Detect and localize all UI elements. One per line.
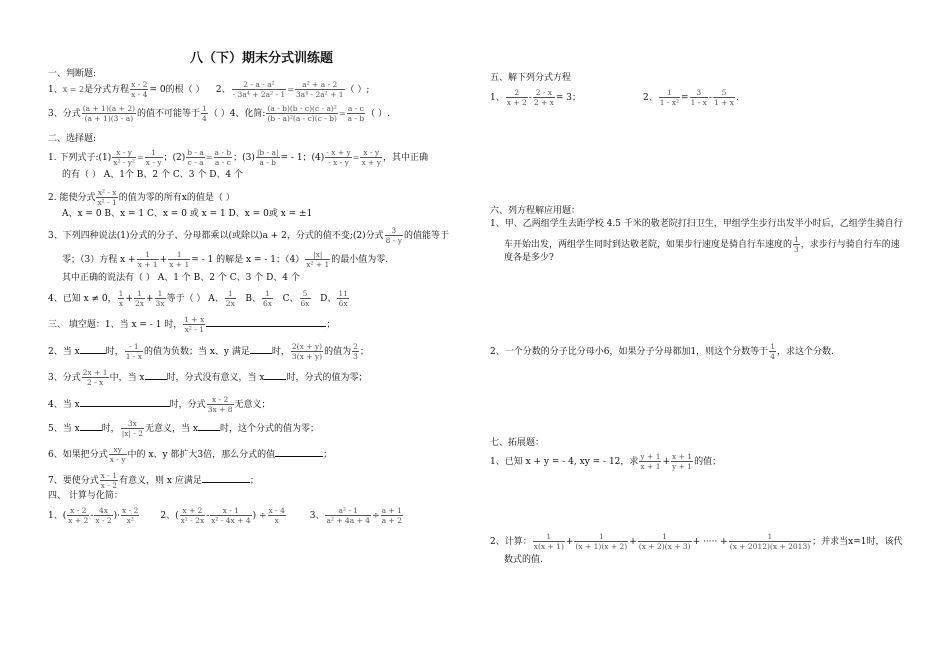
denominator: 2x: [225, 299, 235, 308]
fraction: [266, 104, 337, 123]
numerator: 1: [262, 289, 273, 299]
numerator: 1: [202, 104, 207, 113]
numerator: x + 1: [672, 452, 693, 461]
fraction: [112, 148, 136, 167]
denominator: x + 1: [640, 462, 661, 471]
denominator: x - y: [109, 455, 126, 464]
s5-q1: 1、 $\frac{2}{x + 2}$ - $\frac{2 - x}{2 + x}$ = 3；: [490, 88, 582, 107]
numerator: x - 1: [210, 506, 251, 516]
denominator: x + 1: [137, 260, 158, 269]
fraction: [729, 532, 811, 551]
answer-blank[interactable]: [250, 344, 272, 354]
numerator: 1: [533, 532, 565, 542]
numerator: x - 2: [131, 80, 148, 89]
denominator: x²: [126, 516, 134, 525]
numerator: 1: [155, 289, 166, 299]
section-4-heading: 四、 计算与化简：: [48, 491, 123, 501]
section-1-heading: 一、判断题:: [48, 69, 97, 79]
fraction: [82, 104, 136, 123]
fraction: [337, 289, 349, 308]
numerator: 2(x + y): [291, 342, 323, 351]
fraction: [210, 506, 251, 525]
denominator: a + 2: [381, 516, 402, 525]
fraction: [201, 104, 208, 123]
denominator: x - 4: [131, 90, 148, 99]
denominator: x - 2: [95, 516, 112, 525]
s3-q1: 三、 填空题：1、当 x = - 1 时， $\frac{1 + x}{\text{x² - 1}}$ ；: [48, 315, 336, 334]
denominator: x: [118, 299, 124, 308]
fraction: [639, 452, 661, 471]
numerator: x - 1: [100, 471, 118, 480]
denominator: a - b: [259, 158, 276, 167]
fraction: [121, 506, 139, 525]
denominator: 4: [202, 114, 207, 123]
fraction: [180, 506, 206, 525]
s3-q6: 6、如果把分式 $\frac{xy}{x - y}$ 中的 x、y 都扩大3倍，那么分式的值 ；: [48, 445, 333, 464]
denominator: a - c: [214, 158, 231, 167]
denominator: 3: [794, 245, 799, 254]
numerator: 2 - a - a²: [232, 80, 287, 90]
fraction: [325, 148, 351, 167]
numerator: 3: [690, 88, 708, 98]
numerator: x - y: [112, 148, 136, 158]
numerator: 1: [770, 342, 775, 351]
fraction: [385, 226, 403, 245]
s2-q2: 2. 能使分式 $\frac{\text{x² - x}}{\text{x² - 1}}$ 的值为零的所有x的值是（ ）: [48, 188, 235, 207]
s7-q2: 2、计算： $\frac{1}{x(x + 1)}$ + $\frac{1}{(x + 1)(x + 2)}$ + $\frac{1}{(x + 2)(x + 3)}$ + ····· + $\frac{1}{(x + 2012)(x + 2013)}$ ；并求当x=1时，该代: [490, 532, 903, 551]
s4-problems: 1、( $\frac{x - 2}{x + 2}$ - $\frac{4x}{x - 2}$ )· $\frac{x - 2}{\text{x²}}$ 2、( $\frac{x + 2}{\text{x² - 2x}}$ - $\frac{x - 1}{\text{x² - 4x + 4}}$ ) ÷ $\frac{x - 4}{x}$ 3、 $\frac{\text{a² - 1}}{\text{a² + 4a + 4}}$ ÷ $\frac{a + 1}{a + 2}$: [48, 506, 402, 525]
fraction: [574, 532, 628, 551]
fraction: [506, 88, 528, 107]
fraction: [134, 289, 145, 308]
denominator: 1 - x: [125, 352, 142, 361]
fraction: [225, 289, 236, 308]
fraction: [100, 471, 118, 490]
numerator: x² - x: [97, 188, 117, 197]
denominator: 3a⁴ - 2a² + 1: [295, 90, 344, 99]
denominator: x² - 1: [184, 325, 204, 334]
s6-q1-line3: 度各是多少?: [504, 253, 554, 263]
fraction: [291, 342, 323, 361]
numerator: 1: [729, 532, 811, 542]
fraction: [690, 88, 708, 107]
denominator: 6x: [263, 299, 273, 308]
denominator: (x + 1)(x + 2): [575, 542, 628, 551]
numerator: 1: [145, 148, 163, 158]
numerator: (a + 1)(a + 2): [82, 104, 136, 113]
numerator: 1: [225, 289, 236, 299]
fraction: [533, 532, 565, 551]
denominator: 4: [770, 352, 775, 361]
section-7-heading: 七、拓展题：: [490, 438, 545, 448]
numerator: a - b: [214, 148, 232, 157]
fraction: [96, 188, 117, 207]
numerator: 2: [353, 342, 358, 351]
denominator: |x| - 2: [121, 429, 144, 438]
section-2-heading: 二、选择题:: [48, 134, 97, 144]
fraction: [256, 148, 280, 167]
answer-blank[interactable]: [80, 421, 102, 431]
s3-q5: 5、当 x 时， $\frac{3x}{|x| - 2}$ 无意义，当 x 时，这个分式的值为零；: [48, 419, 319, 438]
denominator: x: [274, 516, 279, 525]
denominator: 1 - x: [690, 98, 707, 107]
denominator: x² - y²: [113, 158, 136, 167]
denominator: x + 1: [169, 260, 190, 269]
fraction: [268, 506, 286, 525]
numerator: 1: [168, 250, 190, 260]
fraction: [82, 368, 109, 387]
numerator: xy: [109, 445, 127, 455]
fraction: [793, 235, 800, 254]
fraction: [168, 250, 190, 269]
denominator: x + y: [361, 158, 381, 167]
denominator: 1 - x²: [659, 98, 680, 107]
fraction: [347, 104, 366, 123]
numerator: 1: [134, 289, 145, 299]
denominator: x(x + 1): [533, 542, 564, 551]
denominator: x² - 1: [97, 198, 117, 207]
fraction: [262, 289, 273, 308]
s7-q1: 1、已知 x + y = - 4, xy = - 12，求 $\frac{y + 1}{x + 1}$ + $\frac{x + 1}{y + 1}$ 的值；: [490, 452, 722, 471]
denominator: 3x + 8: [207, 405, 233, 414]
fraction: [183, 315, 205, 334]
s3-q2: 2、当 x 时， $\frac{- 1}{1 - x}$ 的值为负数；当 x、y 满足 时， $\frac{2(x + y)}{3(x + y)}$ 的值为 $\frac{2}{3}$ ；: [48, 342, 369, 361]
s6-q2: 2、一个分数的分子比分母小6，如果分子分母都加1，则这个分数等于 $\frac{1}{4}$ ，求这个分数.: [490, 342, 834, 361]
s6-q1-line2: 车开始出发，两组学生同时到达敬老院，如果步行速度是骑自行车速度的 $\frac{1}{3}$ ，求步行与骑自行车的速: [504, 235, 900, 254]
fraction: [305, 250, 330, 269]
s6-q1-line1: 1、甲、乙两组学生去距学校 4.5 千米的敬老院打扫卫生，甲组学生步行出发半小时后，乙组学生骑自行: [490, 219, 903, 229]
fraction: [145, 148, 163, 167]
numerator: 1: [659, 88, 680, 98]
numerator: x - 2: [122, 506, 139, 515]
denominator: 3x: [155, 299, 165, 308]
denominator: 2 - x: [86, 378, 104, 387]
fraction: [118, 289, 125, 308]
page-title: 八（下）期末分式训练题: [190, 51, 334, 66]
denominator: 8 - y: [385, 236, 402, 245]
denominator: x + 2: [506, 98, 527, 107]
section-6-heading: 六、列方程解应用题：: [490, 206, 581, 216]
s7-q2-line2: 数式的值.: [504, 555, 543, 565]
s2-q4: 4、已知 x ≠ 0， $\frac{1}{x}$ + $\frac{1}{2x}$ + $\frac{1}{3x}$ 等于（ ） A、 $\frac{1}{2x}$ B、 $\frac{1}{6x}$ C、 $\frac{5}{6x}$ D、 $\frac{11}{6x}$: [48, 289, 348, 308]
numerator: x - 2: [207, 395, 234, 405]
numerator: 1: [638, 532, 692, 542]
answer-blank[interactable]: [202, 473, 250, 483]
fraction: [232, 80, 287, 99]
fraction: [352, 342, 359, 361]
numerator: |x|: [305, 250, 330, 260]
s2-q1: 1. 下列式子:(1) $\frac{x - y}{\text{x² - y²}}$ = $\frac{1}{x - y}$ ；(2) $\frac{b - a}{c - a}$ = $\frac{a - b}{a - c}$ ；(3) $\frac{|b - a|}{a - b}$ = - 1；(4) $\frac{- x + y}{- x - y}$ = $\frac{x - y}{x + y}$ ，其中正确: [48, 148, 428, 167]
denominator: x² + 1: [306, 260, 330, 269]
denominator: - 3a⁴ + 2a² - 1: [232, 90, 286, 99]
denominator: 2 + x: [533, 98, 554, 107]
denominator: a² + 4a + 4: [326, 516, 371, 525]
numerator: 5: [300, 289, 311, 299]
denominator: 3: [353, 352, 358, 361]
s3-q7: 7、要使分式 $\frac{x - 1}{x - 2}$ 有意义，则 x 应满足 ；: [48, 471, 259, 490]
answer-blank[interactable]: [264, 370, 286, 380]
s2-q3-line2: 零；（3）方程 x + $\frac{1}{x + 1}$ + $\frac{1}{x + 1}$ = - 1 的解是 x = - 1；（4） $\frac{|x|}{\text{x² + 1}}$ 的最小值为零.: [62, 250, 389, 269]
denominator: (a + 1)(3 - a): [84, 114, 134, 123]
fraction: [94, 506, 112, 525]
fraction: [300, 289, 311, 308]
denominator: x + 2: [68, 516, 89, 525]
fraction: [130, 80, 148, 99]
fraction: [381, 506, 403, 525]
answer-blank[interactable]: [80, 344, 106, 354]
s1-q2: 3、分式 $\frac{(a + 1)(a + 2)}{(a + 1)(3 - a)}$ 的值不可能等于 $\frac{1}{4}$ （ ）4、化简: $\frac{\text{(a - b)(b - c)(c - a)²}}{\text{(b - a)²(a - c)(c - b)}}$ = $\frac{a - c}{a - b}$ （ ）.: [48, 104, 390, 123]
fraction: [155, 289, 166, 308]
denominator: x - y: [145, 158, 162, 167]
denominator: y + 1: [672, 462, 693, 471]
fraction: [713, 88, 735, 107]
numerator: a² - 1: [325, 506, 371, 516]
fraction: [638, 532, 692, 551]
denominator: x - 2: [100, 481, 118, 490]
numerator: x - y: [360, 148, 382, 158]
numerator: 1: [574, 532, 628, 542]
s2-q3-options: 其中正确的说法有（ ） A、1 个 B、2 个 C、3 个 D、4 个: [62, 273, 300, 283]
fraction: [121, 419, 144, 438]
numerator: (a - b)(b - c)(c - a)²: [267, 104, 337, 113]
fraction: [207, 395, 234, 414]
answer-blank[interactable]: [145, 370, 167, 380]
fraction: [214, 148, 233, 167]
denominator: a - b: [347, 114, 365, 123]
fraction: [360, 148, 382, 167]
numerator: a + 1: [381, 506, 402, 515]
answer-blank[interactable]: [80, 397, 170, 407]
numerator: 5: [713, 88, 735, 98]
denominator: c - a: [187, 158, 204, 167]
numerator: 2x + 1: [82, 368, 108, 377]
numerator: a - c: [347, 104, 364, 113]
answer-blank[interactable]: [275, 447, 323, 457]
numerator: 11: [338, 289, 348, 298]
s2-q1-options: 的有（ ） A、1个 B、2 个 C、3 个 D、4 个: [62, 170, 244, 180]
s2-q2-options: A、x = 0 B、x = 1 C、x = 0 或 x = 1 D、x = 0或 x = ±1: [62, 209, 313, 219]
numerator: y + 1: [640, 452, 661, 461]
s3-q4: 4、当 x 时，分式 $\frac{x - 2}{3x + 8}$ 无意义；: [48, 395, 271, 414]
answer-blank[interactable]: [198, 421, 220, 431]
numerator: - x + y: [326, 148, 351, 157]
numerator: 3x: [121, 419, 144, 429]
numerator: 2 - x: [533, 88, 555, 98]
numerator: x + 2: [180, 506, 206, 516]
denominator: 2x: [134, 299, 144, 308]
numerator: 1: [118, 289, 124, 298]
s3-q3: 3、分式 $\frac{2x + 1}{2 - x}$ 中，当 x 时，分式没有意义，当 x 时，分式的值为零；: [48, 368, 368, 387]
s2-q3: 3、下列四种说法(1)分式的分子、分母都乘以(或除以)a + 2，分式的值不变;(2)分式 $\frac{3}{8 - y}$ 的值能等于: [48, 226, 449, 245]
fraction: [109, 445, 127, 464]
fraction: [769, 342, 776, 361]
denominator: x² - 4x + 4: [211, 516, 251, 525]
s5-q2: 2、 $\frac{1}{\text{1 - x²}}$ = $\frac{3}{1 - x}$ - $\frac{5}{1 + x}$ .: [643, 88, 739, 107]
fraction: [67, 506, 89, 525]
denominator: 3(x + y): [291, 352, 323, 361]
numerator: 4x: [94, 506, 112, 516]
numerator: x - 2: [67, 506, 89, 516]
fraction: [137, 250, 159, 269]
denominator: (x + 2)(x + 3): [638, 542, 691, 551]
numerator: x - 4: [268, 506, 285, 515]
fraction: [671, 452, 693, 471]
numerator: 1: [794, 235, 799, 244]
denominator: - x - y: [328, 158, 349, 167]
numerator: 2: [506, 88, 528, 98]
numerator: |b - a|: [256, 148, 279, 157]
denominator: 6x: [338, 299, 348, 308]
fraction: [186, 148, 205, 167]
fraction: [533, 88, 555, 107]
answer-blank[interactable]: [206, 317, 326, 327]
numerator: 3: [385, 226, 403, 236]
numerator: b - a: [187, 148, 204, 157]
denominator: x² - 2x: [180, 516, 205, 525]
numerator: 1 + x: [184, 315, 205, 324]
denominator: 6x: [300, 299, 310, 308]
section-5-heading: 五、解下列分式方程: [490, 73, 572, 83]
fraction: [659, 88, 680, 107]
numerator: a² + a - 2: [295, 80, 345, 90]
denominator: (b - a)²(a - c)(c - b): [267, 114, 337, 123]
fraction: [325, 506, 371, 525]
numerator: 1: [137, 250, 159, 260]
fraction: [125, 342, 143, 361]
s1-q1: 1、x = 2是分式方程 $\frac{x - 2}{x - 4}$ = 0的根（ ） 2、 $\frac{\text{2 - a - a²}}{\text{- 3a⁴ + 2a² - 1}}$ = $\frac{\text{a² + a - 2}}{\text{3a⁴ - 2a² + 1}}$ （ ）;: [48, 80, 370, 99]
denominator: (x + 2012)(x + 2013): [729, 542, 811, 551]
fraction: [295, 80, 345, 99]
numerator: - 1: [125, 342, 143, 352]
denominator: 1 + x: [713, 98, 735, 107]
